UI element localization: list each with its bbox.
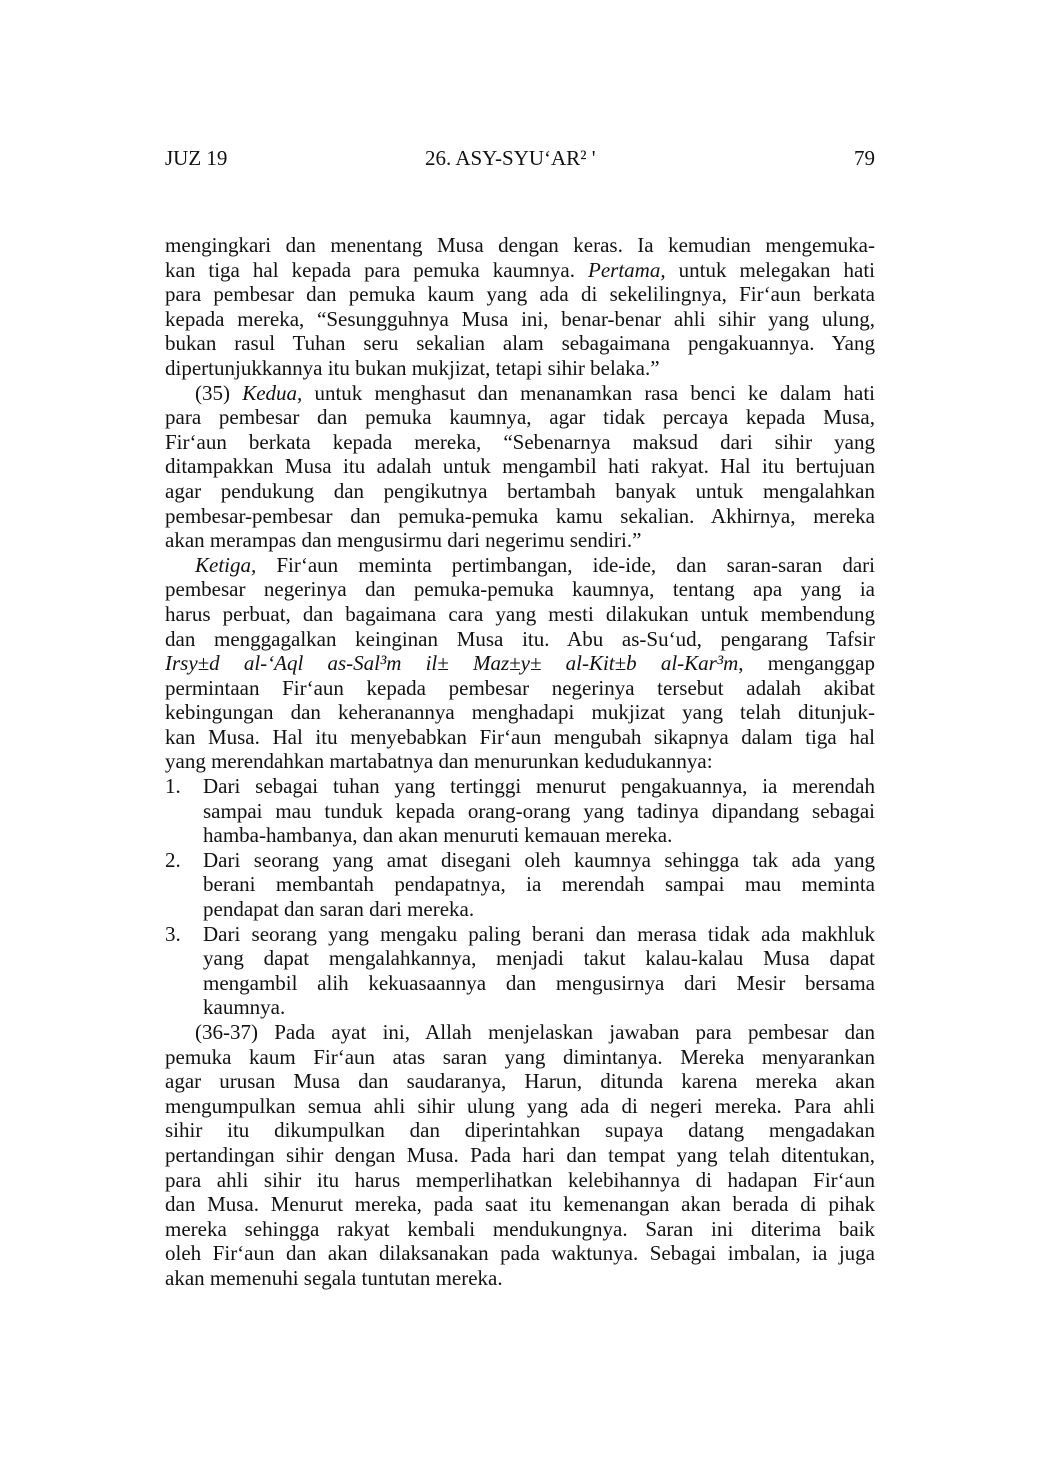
text-line xyxy=(165,381,875,406)
text-run: pendapat dan saran dari mereka. xyxy=(203,897,475,922)
text-line xyxy=(165,553,875,578)
text-line xyxy=(165,1217,875,1242)
text-run: para pembesar dan pemuka kaumnya, agar tidak percaya kepada Musa, xyxy=(165,405,875,430)
text-line xyxy=(165,725,875,750)
text-run: mereka sehingga rakyat kembali mendukungnya. Saran ini diterima baik xyxy=(165,1216,875,1241)
text-run: mengambil alih kekuasaannya dan mengusirnya dari Mesir bersama xyxy=(203,970,875,995)
text-line xyxy=(165,577,875,602)
text-run: pemuka kaum Fir‘aun atas saran yang dimintanya. Mereka menyarankan xyxy=(165,1044,875,1069)
list-text xyxy=(203,922,875,1020)
text-line xyxy=(165,1045,875,1070)
text-run: untuk menghasut dan menanamkan rasa benci ke dalam hati xyxy=(302,380,875,405)
text-run: Fir‘aun berkata kepada mereka, “Sebenarnya maksud dari sihir yang xyxy=(165,429,875,454)
text-run: Dari sebagai tuhan yang tertinggi menurut pengakuannya, ia merendah xyxy=(203,774,875,799)
text-line xyxy=(203,823,875,848)
italic-text: Ketiga, xyxy=(195,552,257,577)
paragraph xyxy=(165,381,875,553)
text-line xyxy=(165,356,875,381)
running-header-juz: JUZ 19 xyxy=(165,146,228,170)
text-run: bukan rasul Tuhan seru sekalian alam sebagaimana pengakuannya. Yang xyxy=(165,331,875,356)
italic-text: Irsy±d al-‘Aql as-Sal³m il± Maz±y± al-Kit±b al-Kar³m xyxy=(165,651,739,676)
text-run: agar urusan Musa dan saudaranya, Harun, ditunda karena mereka akan xyxy=(165,1069,875,1094)
text-line xyxy=(165,627,875,652)
text-run: Dari seorang yang mengaku paling berani dan merasa tidak ada makhluk xyxy=(203,921,875,946)
text-run: sihir itu dikumpulkan dan diperintahkan supaya datang mengadakan xyxy=(165,1118,875,1143)
text-line xyxy=(165,651,875,676)
text-line xyxy=(165,1192,875,1217)
text-run: kepada mereka, “Sesungguhnya Musa ini, benar-benar ahli sihir yang ulung, xyxy=(165,306,875,331)
text-run: para pembesar dan pemuka kaum yang ada di sekelilingnya, Fir‘aun berkata xyxy=(165,282,875,307)
paragraph xyxy=(165,233,875,381)
paragraph xyxy=(165,553,875,774)
text-run: kebingungan dan keheranannya menghadapi mukjizat yang telah ditunjuk- xyxy=(165,700,875,725)
text-run: ditampakkan Musa itu adalah untuk mengambil hati rakyat. Hal itu bertujuan xyxy=(165,454,875,479)
text-run: dan Musa. Menurut mereka, pada saat itu kemenangan akan berada di pihak xyxy=(165,1192,875,1217)
list-number: 3. xyxy=(165,921,181,946)
text-line xyxy=(203,848,875,873)
text-run: untuk melegakan hati xyxy=(665,257,875,282)
text-run: permintaan Fir‘aun kepada pembesar negerinya tersebut adalah akibat xyxy=(165,675,875,700)
text-run: harus perbuat, dan bagaimana cara yang mesti dilakukan untuk membendung xyxy=(165,601,875,626)
text-run: akan memenuhi segala tuntutan mereka. xyxy=(165,1265,503,1290)
italic-text: Pertama, xyxy=(588,257,666,282)
text-run: mengumpulkan semua ahli sihir ulung yang ada di negeri mereka. Para ahli xyxy=(165,1093,875,1118)
text-line xyxy=(165,307,875,332)
text-line xyxy=(165,258,875,283)
text-line xyxy=(165,1020,875,1045)
text-run: agar pendukung dan pengikutnya bertambah banyak untuk mengalahkan xyxy=(165,478,875,503)
list-text xyxy=(203,774,875,848)
text-line xyxy=(165,602,875,627)
text-line xyxy=(165,504,875,529)
text-line xyxy=(165,1241,875,1266)
text-line xyxy=(203,922,875,947)
text-run: oleh Fir‘aun dan akan dilaksanakan pada waktunya. Sebagai imbalan, ia juga xyxy=(165,1241,875,1266)
text-run: Fir‘aun meminta pertimbangan, ide-ide, dan saran-saran dari xyxy=(256,552,875,577)
text-line xyxy=(165,405,875,430)
text-run: yang dapat mengalahkannya, menjadi takut kalau-kalau Musa dapat xyxy=(203,946,875,971)
text-line xyxy=(203,946,875,971)
paragraph xyxy=(165,1020,875,1291)
text-line xyxy=(203,897,875,922)
text-run: dan menggagalkan keinginan Musa itu. Abu as-Su‘ud, pengarang Tafsir xyxy=(165,626,875,651)
text-run: sampai mau tunduk kepada orang-orang yang tadinya dipandang sebagai xyxy=(203,798,875,823)
text-run: pembesar-pembesar dan pemuka-pemuka kamu sekalian. Akhirnya, mereka xyxy=(165,503,875,528)
text-run: (35) xyxy=(195,380,243,405)
text-line xyxy=(165,528,875,553)
list-number: 2. xyxy=(165,847,181,872)
text-line xyxy=(165,331,875,356)
text-run: berani membantah pendapatnya, ia merendah sampai mau meminta xyxy=(203,872,875,897)
text-run: yang merendahkan martabatnya dan menurunkan kedudukannya: xyxy=(165,749,713,774)
text-line xyxy=(165,676,875,701)
text-line xyxy=(165,1266,875,1291)
text-run: kan Musa. Hal itu menyebabkan Fir‘aun mengubah sikapnya dalam tiga hal xyxy=(165,724,875,749)
text-run: pertandingan sihir dengan Musa. Pada hari dan tempat yang telah ditentukan, xyxy=(165,1142,875,1167)
page-body xyxy=(165,233,875,1291)
text-line xyxy=(165,749,875,774)
text-line xyxy=(203,971,875,996)
text-line xyxy=(165,1168,875,1193)
text-run: Dari seorang yang amat disegani oleh kaumnya sehingga tak ada yang xyxy=(203,847,875,872)
text-line xyxy=(165,1069,875,1094)
list-item xyxy=(165,774,875,848)
text-run: , menganggap xyxy=(738,651,875,676)
text-line xyxy=(165,233,875,258)
running-header-surah: 26. ASY-SYU‘AR² ' xyxy=(425,146,596,170)
text-line xyxy=(165,1118,875,1143)
text-line xyxy=(165,700,875,725)
text-run: kaumnya. xyxy=(203,995,286,1020)
text-line xyxy=(203,774,875,799)
text-run: akan merampas dan mengusirmu dari negerimu sendiri.” xyxy=(165,528,642,553)
text-line xyxy=(165,282,875,307)
text-run: hamba-hambanya, dan akan menuruti kemauan mereka. xyxy=(203,823,673,848)
text-run: para ahli sihir itu harus memperlihatkan kelebihannya di hadapan Fir‘aun xyxy=(165,1167,875,1192)
list-text xyxy=(203,848,875,922)
page-number: 79 xyxy=(854,146,875,170)
list-number: 1. xyxy=(165,774,181,799)
text-line xyxy=(203,872,875,897)
text-line xyxy=(165,430,875,455)
text-run: pembesar negerinya dan pemuka-pemuka kaumnya, tentang apa yang ia xyxy=(165,577,875,602)
text-run: dipertunjukkannya itu bukan mukjizat, tetapi sihir belaka.” xyxy=(165,355,660,380)
text-run: kan tiga hal kepada para pemuka kaumnya. xyxy=(165,257,589,282)
text-line xyxy=(203,995,875,1020)
text-line xyxy=(165,1094,875,1119)
text-line xyxy=(165,1143,875,1168)
text-run: mengingkari dan menentang Musa dengan keras. Ia kemudian mengemuka- xyxy=(165,233,875,257)
list-item xyxy=(165,922,875,1020)
text-line xyxy=(165,454,875,479)
text-line xyxy=(165,479,875,504)
text-line xyxy=(203,799,875,824)
text-run: (36-37) Pada ayat ini, Allah menjelaskan jawaban para pembesar dan xyxy=(195,1020,875,1044)
italic-text: Kedua, xyxy=(242,380,303,405)
list-item xyxy=(165,848,875,922)
